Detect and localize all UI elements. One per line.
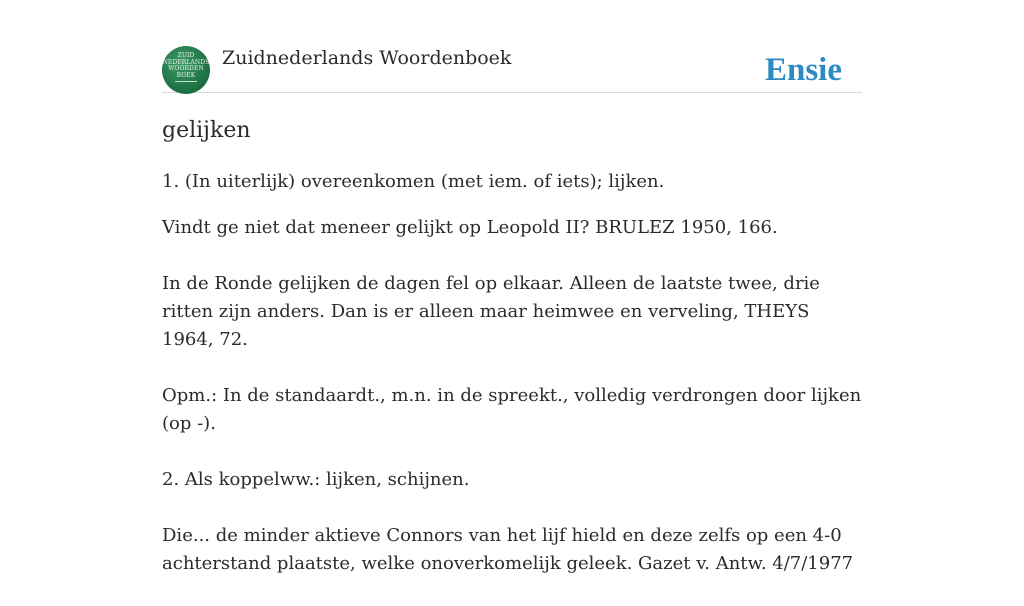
example-quote-1: Vindt ge niet dat meneer gelijkt op Leopold II? BRULEZ 1950, 166. — [162, 217, 778, 238]
usage-note: Opm.: In de standaardt., m.n. in de spreekt., volledig verdrongen door lijken (op -). — [162, 385, 862, 434]
logo-text-line: BOEK — [176, 71, 196, 79]
logo-text-line: WOORDEN — [168, 65, 204, 72]
entry-body — [162, 168, 862, 606]
ensie-brand-logo[interactable]: Ensie — [764, 52, 842, 88]
example-quote-3: Die... de minder aktieve Connors van het lijf hield en deze zelfs op een 4-0 achterstand plaatste, welke onoverkomelijk geleek. Gazet v. Antw. 4/7/1977 — [162, 525, 854, 574]
definition-2: 2. Als koppelww.: lijken, schijnen. — [162, 469, 470, 490]
example-quote-2: In de Ronde gelijken de dagen fel op elkaar. Alleen de laatste twee, drie ritten zijn anders. Dan is er alleen maar heimwee en verveling, THEYS 1964, 72. — [162, 273, 820, 350]
logo-text-line: ZUID — [177, 52, 195, 59]
woordenboek-logo[interactable] — [162, 46, 210, 94]
definition-1: 1. (In uiterlijk) overeenkomen (met iem. of iets); lijken. — [162, 171, 665, 192]
site-header — [162, 46, 862, 93]
logo-rule — [175, 81, 197, 82]
entry-headword: gelijken — [162, 118, 251, 143]
page — [162, 0, 862, 574]
logo-text-line: NEDERLANDS — [162, 58, 210, 66]
site-title[interactable]: Zuidnederlands Woordenboek — [222, 47, 512, 69]
